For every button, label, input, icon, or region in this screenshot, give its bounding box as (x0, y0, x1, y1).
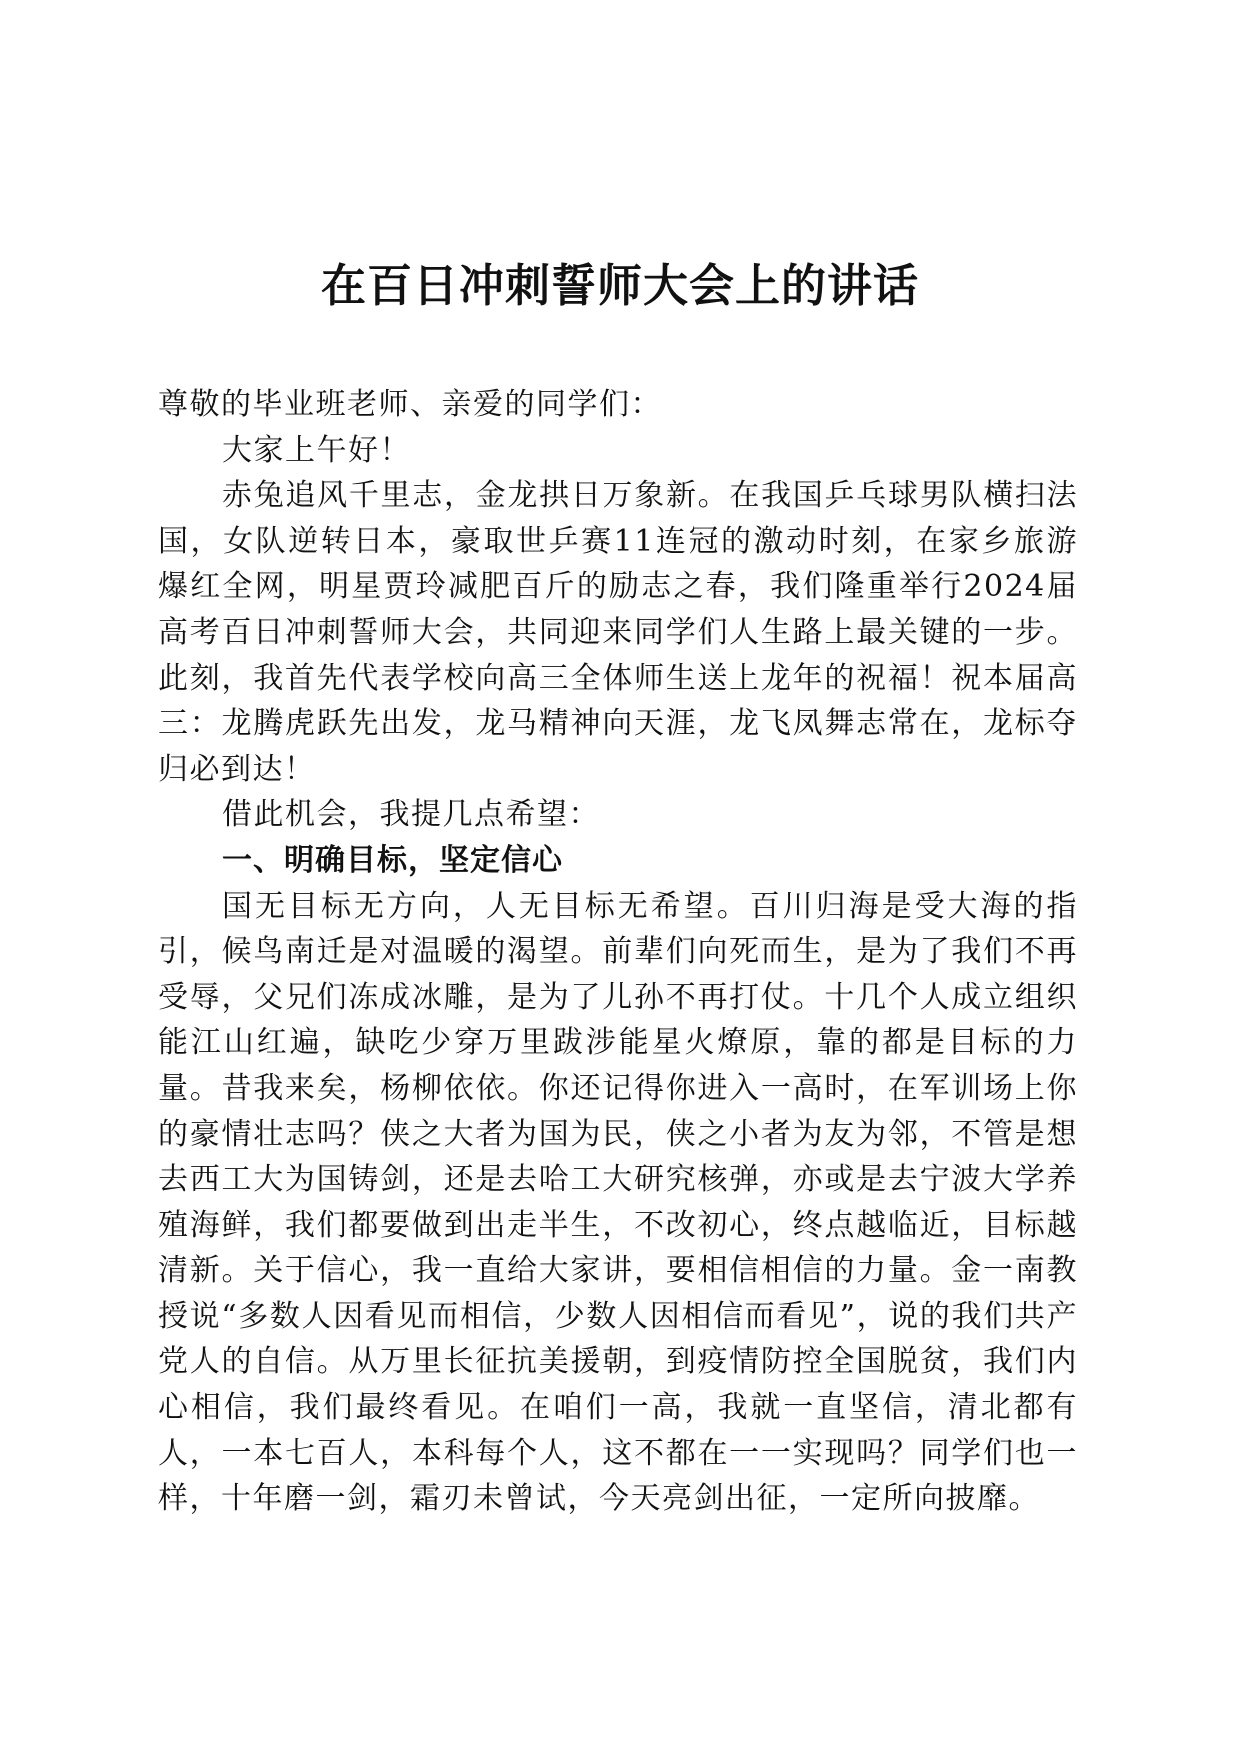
paragraph-hopes-intro: 借此机会，我提几点希望： (222, 797, 600, 833)
paragraph-opening: 赤兔追风千里志，金龙拱日万象新。在我国乒乓球男队横扫法国，女队逆转日本，豪取世乒赛11连冠的激动时刻，在家乡旅游爆红全网，明星贾玲减肥百斤的励志之春，我们隆重举行2024届高考百日冲刺誓师大会，共同迎来同学们人生路上最关键的一步。此刻，我首先代表学校向高三全体师生送上龙年的祝福！祝本届高三：龙腾虎跃先出发，龙马精神向天涯，龙飞凤舞志常在，龙标夺归必到达！ (158, 478, 1078, 787)
document-body (158, 382, 1078, 1522)
document-title: 在百日冲刺誓师大会上的讲话 (320, 259, 919, 312)
greeting: 大家上午好！ (222, 432, 411, 468)
section-heading-1: 一、明确目标，坚定信心 (222, 842, 563, 878)
paragraph-goals: 国无目标无方向，人无目标无希望。百川归海是受大海的指引，候鸟南迁是对温暖的渴望。前辈们向死而生，是为了我们不再受辱，父兄们冻成冰雕，是为了儿孙不再打仗。十几个人成立组织能江山红遍，缺吃少穿万里跋涉能星火燎原，靠的都是目标的力量。昔我来矣，杨柳依依。你还记得你进入一高时，在军训场上你的豪情壮志吗？侠之大者为国为民，侠之小者为友为邻，不管是想去西工大为国铸剑，还是去哈工大研究核弹，亦或是去宁波大学养殖海鲜，我们都要做到出走半生，不改初心，终点越临近，目标越清新。关于信心，我一直给大家讲，要相信相信的力量。金一南教授说“多数人因看见而相信，少数人因相信而看见”，说的我们共产党人的自信。从万里长征抗美援朝，到疫情防控全国脱贫，我们内心相信，我们最终看见。在咱们一高，我就一直坚信，清北都有人，一本七百人，本科每个人，这不都在一一实现吗？同学们也一样，十年磨一剑，霜刃未曾试，今天亮剑出征，一定所向披靡。 (158, 888, 1078, 1517)
salutation: 尊敬的毕业班老师、亲爱的同学们： (158, 387, 662, 422)
